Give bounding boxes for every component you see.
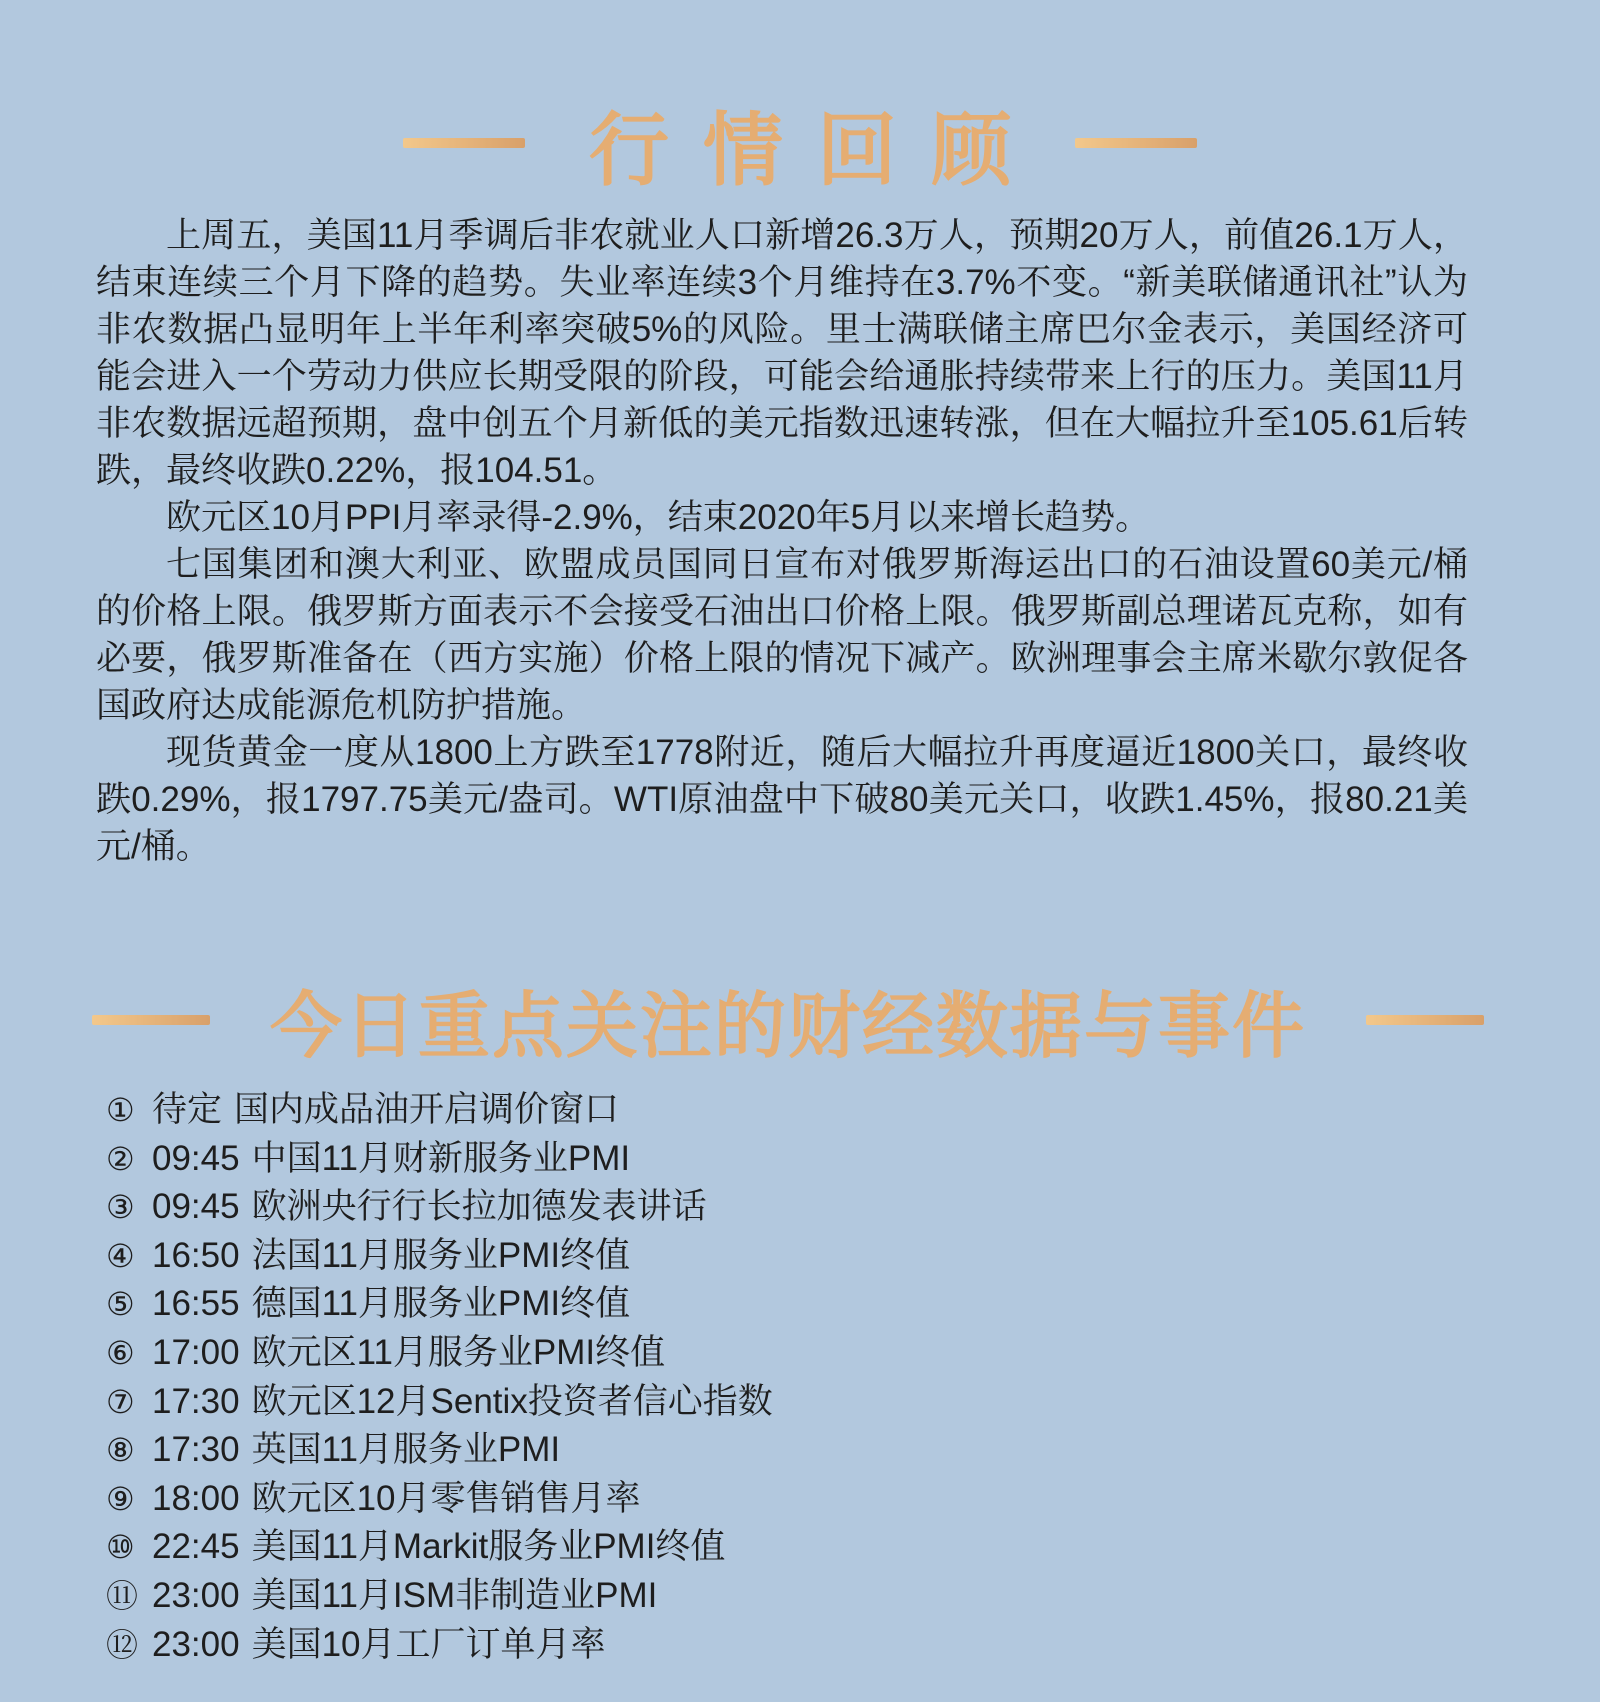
event-title: 国内成品油开启调价窗口 xyxy=(234,1090,620,1129)
event-number: ⑥ xyxy=(106,1333,135,1372)
event-title: 欧元区12月Sentix投资者信心指数 xyxy=(251,1381,773,1421)
event-item xyxy=(106,1426,1106,1475)
heading-left-dash xyxy=(403,138,525,148)
today-focus-heading xyxy=(92,974,1484,1066)
event-item xyxy=(106,1621,1106,1670)
event-title: 美国10月工厂订单月率 xyxy=(251,1624,606,1664)
event-item xyxy=(106,1135,1106,1184)
event-item xyxy=(106,1086,1106,1135)
event-time: 09:45 xyxy=(152,1187,240,1227)
market-review-title: 行情回顾 xyxy=(589,105,1045,195)
review-paragraph-eurozone-ppi: 欧元区10月PPI月率录得-2.9%，结束2020年5月以来增长趋势。 xyxy=(166,498,1151,537)
event-title: 中国11月财新服务业PMI xyxy=(251,1138,631,1178)
event-title: 欧元区11月服务业PMI终值 xyxy=(251,1332,666,1372)
event-item xyxy=(106,1475,1106,1524)
event-item xyxy=(106,1232,1106,1281)
event-time: 待定 xyxy=(152,1090,223,1129)
event-time: 09:45 xyxy=(152,1138,240,1178)
event-number: ⑤ xyxy=(106,1285,135,1324)
event-item xyxy=(106,1572,1106,1621)
event-title: 英国11月服务业PMI xyxy=(251,1430,561,1470)
event-number: ⑦ xyxy=(106,1382,135,1421)
event-title: 美国11月Markit服务业PMI终值 xyxy=(251,1527,726,1567)
event-item xyxy=(106,1378,1106,1427)
event-time: 18:00 xyxy=(152,1478,240,1518)
event-number: ⑫ xyxy=(106,1625,139,1664)
event-title: 德国11月服务业PMI终值 xyxy=(251,1284,631,1324)
event-time: 16:50 xyxy=(152,1235,240,1275)
market-review-heading xyxy=(0,98,1600,195)
event-number: ⑪ xyxy=(106,1576,139,1615)
event-number: ⑩ xyxy=(106,1528,135,1567)
event-number: ④ xyxy=(106,1236,135,1275)
event-number: ③ xyxy=(106,1188,135,1227)
heading-right-dash xyxy=(1366,1015,1484,1025)
market-review-body xyxy=(96,212,1468,870)
heading-right-dash xyxy=(1075,138,1197,148)
event-number: ① xyxy=(106,1091,135,1129)
event-item xyxy=(106,1523,1106,1572)
heading-left-dash xyxy=(92,1015,210,1025)
event-time: 16:55 xyxy=(152,1284,240,1324)
event-title: 法国11月服务业PMI终值 xyxy=(251,1235,631,1275)
event-time: 23:00 xyxy=(152,1624,240,1664)
event-title: 美国11月ISM非制造业PMI xyxy=(251,1575,658,1615)
review-paragraph-oil-price-cap: 七国集团和澳大利亚、欧盟成员国同日宣布对俄罗斯海运出口的石油设置60美元/桶的价格上限。俄罗斯方面表示不会接受石油出口价格上限。俄罗斯副总理诺瓦克称，如有必要，俄罗斯准备在（西方实施）价格上限的情况下减产。欧洲理事会主席米歇尔敦促各国政府达成能源危机防护措施。 xyxy=(96,545,1468,725)
review-paragraph-gold-oil: 现货黄金一度从1800上方跌至1778附近，随后大幅拉升再度逼近1800关口，最终收跌0.29%，报1797.75美元/盎司。WTI原油盘中下破80美元关口，收跌1.45%，报80.21美元/桶。 xyxy=(96,733,1468,866)
review-paragraph-us-payrolls: 上周五，美国11月季调后非农就业人口新增26.3万人，预期20万人，前值26.1万人，结束连续三个月下降的趋势。失业率连续3个月维持在3.7%不变。“新美联储通讯社”认为非农数据凸显明年上半年利率突破5%的风险。里士满联储主席巴尔金表示，美国经济可能会进入一个劳动力供应长期受限的阶段，可能会给通胀持续带来上行的压力。美国11月非农数据远超预期，盘中创五个月新低的美元指数迅速转涨，但在大幅拉升至105.61后转跌，最终收跌0.22%，报104.51。 xyxy=(96,216,1468,490)
today-focus-title: 今日重点关注的财经数据与事件 xyxy=(269,987,1306,1067)
event-item xyxy=(106,1280,1106,1329)
event-list xyxy=(106,1086,1106,1669)
event-time: 22:45 xyxy=(152,1527,240,1567)
event-time: 17:30 xyxy=(152,1381,240,1421)
event-title: 欧洲央行行长拉加德发表讲话 xyxy=(251,1187,707,1227)
event-time: 17:30 xyxy=(152,1430,240,1470)
event-number: ② xyxy=(106,1139,135,1178)
event-time: 23:00 xyxy=(152,1575,240,1615)
event-number: ⑨ xyxy=(106,1479,135,1518)
event-item xyxy=(106,1183,1106,1232)
event-time: 17:00 xyxy=(152,1332,240,1372)
event-number: ⑧ xyxy=(106,1431,135,1470)
event-title: 欧元区10月零售销售月率 xyxy=(251,1478,641,1518)
event-item xyxy=(106,1329,1106,1378)
